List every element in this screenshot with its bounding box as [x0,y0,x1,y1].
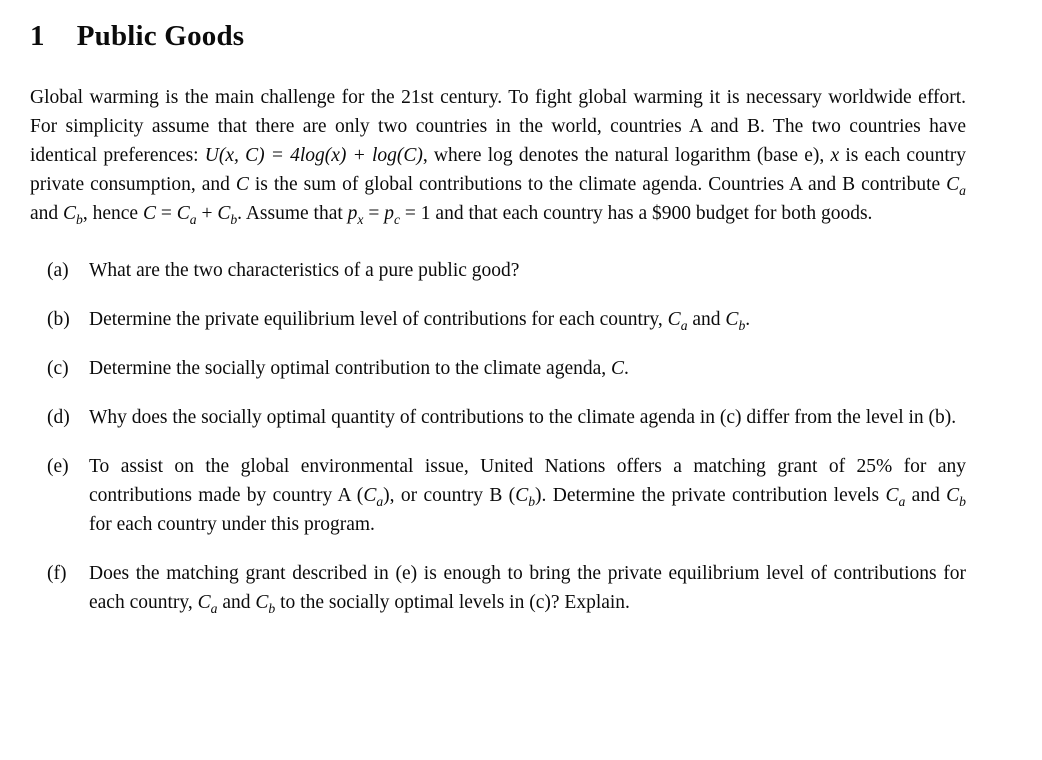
question-item [30,403,966,432]
question-label: (d) [47,407,70,428]
question-item [30,305,966,334]
question-item [30,452,966,539]
section-number: 1 [30,20,45,52]
section-title: Public Goods [76,20,245,52]
intro-paragraph: Global warming is the main challenge for the 21st century. To fight global warming it is necessary worldwide effort. For simplicity assume that there are only two countries in the world, countries A and B. The two countries have identical preferences: U(x, C) = 4log(x) + log(C), where log denotes the natural logarithm (base e), x is each country private consumption, and C is the sum of global contributions to the climate agenda. Countries A and B contribute $C_a$ and $C_b$, hence $C = C_a + C_b$. Assume that $p_x = p_c = 1$ and that each country has a $900 budget for both goods. [30,87,966,227]
question-item [30,256,966,285]
question-item [30,354,966,383]
question-label: (b) [47,309,70,330]
question-text: Why does the socially optimal quantity of contributions to the climate agenda in (c) differ from the level in (b). [89,407,957,428]
question-text: What are the two characteristics of a pure public good? [89,260,520,281]
question-label: (f) [47,563,67,584]
question-text: Determine the private equilibrium level of contributions for each country, $C_a$ and $C_b$. [89,309,751,333]
question-text: Determine the socially optimal contribution to the climate agenda, C. [89,358,629,379]
question-label: (e) [47,456,69,477]
question-text: Does the matching grant described in (e) is enough to bring the private equilibrium level of contributions for each country, $C_a$ and $C_b$ to the socially optimal levels in (c)? Explain. [89,563,966,616]
question-text: To assist on the global environmental issue, United Nations offers a matching grant of 25% for any contributions made by country A $(C_a)$, or country B $(C_b)$. Determine the private contribution levels $C_a$ and $C_b$ for each country under this program. [89,456,966,535]
question-label: (c) [47,358,69,379]
question-label: (a) [47,260,69,281]
question-list [30,256,966,617]
section-heading [30,20,966,53]
question-item [30,559,966,617]
